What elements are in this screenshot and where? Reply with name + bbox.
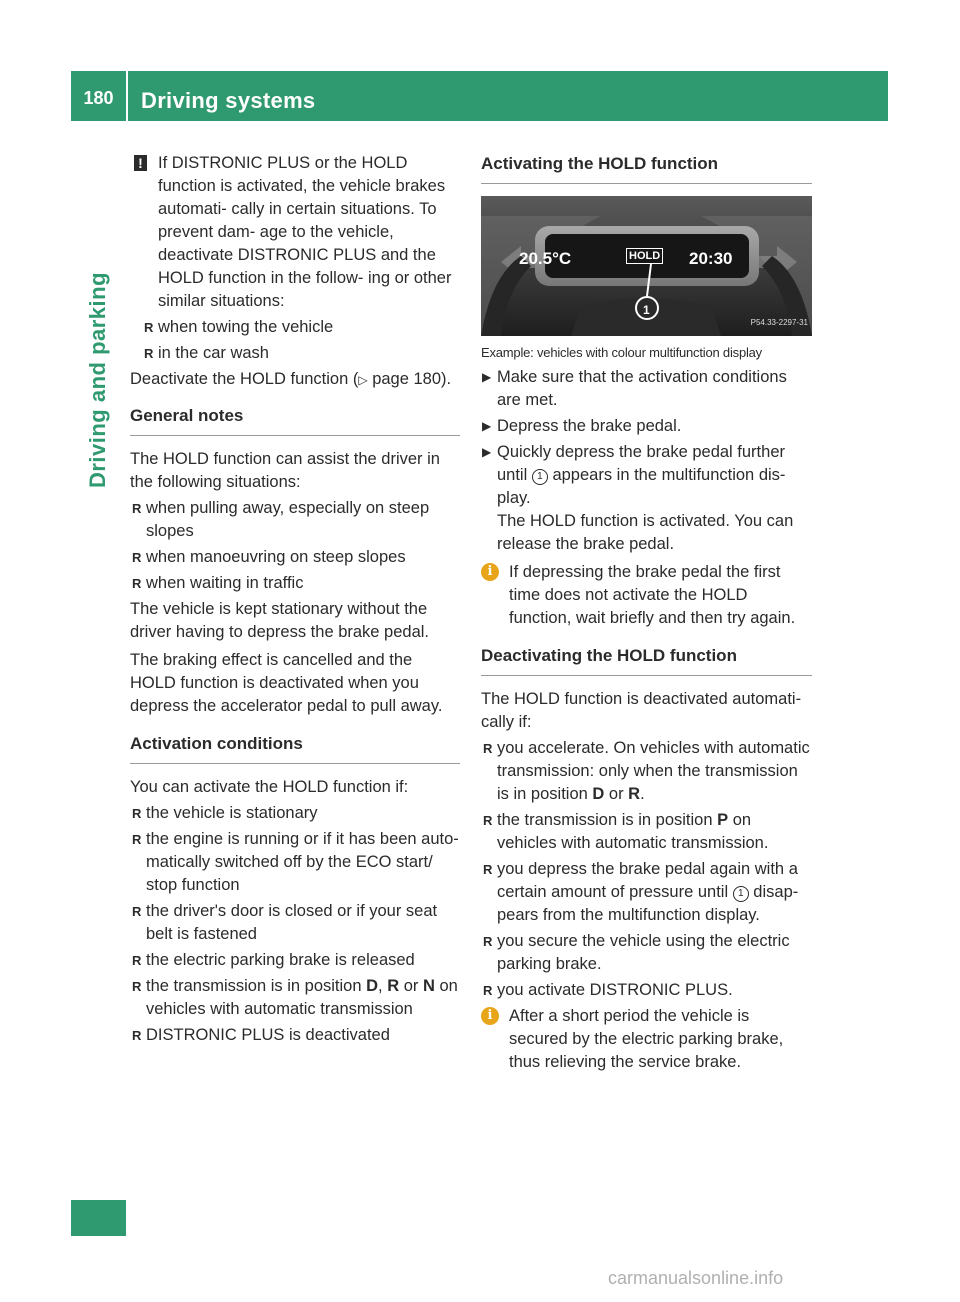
activation-intro: You can activate the HOLD function if: — [130, 778, 409, 796]
callout-icon: 1 — [532, 469, 548, 485]
list-item: R DISTRONIC PLUS is deactivated — [130, 1024, 460, 1047]
warning-icon: ! — [134, 155, 147, 171]
list-item: R when waiting in traffic — [130, 572, 460, 595]
bullet-icon: R — [483, 934, 493, 949]
display-time: 20:30 — [689, 249, 733, 268]
left-column — [130, 152, 460, 1050]
bullet-icon: R — [483, 983, 493, 998]
list-item: R the electric parking brake is released — [130, 949, 460, 972]
activation-list — [130, 802, 460, 1047]
chapter-marker — [71, 1200, 126, 1236]
list-item: R you activate DISTRONIC PLUS. — [481, 979, 812, 1002]
step-result: The HOLD function is activated. You can release the brake pedal. — [497, 512, 794, 553]
figure-caption: Example: vehicles with colour multifunction display — [481, 345, 762, 360]
list-item: R the vehicle is stationary — [130, 802, 460, 825]
bullet-icon: R — [483, 862, 493, 877]
chapter-side-tab: Driving and parking — [85, 271, 110, 489]
header-divider — [126, 71, 128, 121]
list-item: R the driver's door is closed or if your seat belt is fastened — [132, 902, 438, 943]
page-ref-arrow-icon: ▷ — [358, 373, 368, 387]
bullet-icon: R — [132, 904, 142, 919]
warning-note — [130, 152, 460, 313]
bullet-icon: R — [132, 501, 142, 516]
section-title: Driving systems — [141, 88, 316, 113]
figure-code: P54.33-2297-31 — [750, 318, 808, 327]
list-item: R the transmission is in position P on vehicles with automatic transmission. — [483, 811, 769, 852]
list-item: R when towing the vehicle — [142, 316, 460, 339]
general-intro: The HOLD function can assist the driver in the following situations: — [130, 450, 440, 491]
deactivating-intro: The HOLD function is deactivated automati- cally if: — [481, 690, 802, 731]
step-arrow-icon: ▶ — [482, 419, 492, 433]
bullet-icon: R — [132, 979, 142, 994]
braking-paragraph: The braking effect is cancelled and the HOLD function is deactivated when you depress the accelerator pedal to pull away. — [130, 651, 443, 715]
bullet-icon: R — [144, 346, 154, 361]
list-item: R in the car wash — [142, 342, 460, 365]
step-arrow-icon: ▶ — [482, 445, 492, 459]
list-item: R you secure the vehicle using the electric parking brake. — [483, 932, 790, 973]
warning-list — [130, 316, 460, 365]
list-item: R you accelerate. On vehicles with automatic transmission: only when the transmission is in position D or R. — [483, 739, 810, 803]
info-icon: i — [481, 1007, 499, 1025]
list-item: R when pulling away, especially on steep slopes — [132, 499, 430, 540]
bullet-icon: R — [483, 741, 493, 756]
activating-heading: Activating the HOLD function — [481, 152, 812, 184]
bullet-icon: R — [132, 953, 142, 968]
bullet-icon: R — [132, 806, 142, 821]
bullet-icon: R — [132, 832, 142, 847]
display-hold-indicator: HOLD — [626, 248, 663, 264]
deactivating-heading: Deactivating the HOLD function — [481, 644, 812, 676]
bullet-icon: R — [132, 1028, 142, 1043]
list-item: ▶ Quickly depress the brake pedal further until 1 appears in the multifunction dis- play. — [482, 443, 786, 507]
watermark: carmanualsonline.info — [608, 1268, 784, 1288]
warning-text: If DISTRONIC PLUS or the HOLD function is activated, the vehicle brakes automati- cally in certain situations. To prevent dam- age to the vehicle, deactivate DISTRONIC PLUS and the HOLD function in the follow- ing or other similar situations: — [158, 154, 452, 310]
list-item: R the transmission is in position D, R or N on vehicles with automatic transmission — [132, 977, 458, 1018]
display-temperature: 20.5°C — [519, 249, 572, 268]
info-note: i After a short period the vehicle is secured by the electric parking brake, thus relieving the service brake. — [481, 1005, 812, 1074]
page-number: 180 — [83, 88, 114, 108]
info-icon: i — [481, 563, 499, 581]
right-column — [481, 152, 812, 1074]
deactivating-list — [481, 737, 812, 1002]
bullet-icon: R — [132, 576, 142, 591]
activation-steps — [481, 366, 812, 510]
callout-number: 1 — [643, 303, 650, 317]
callout-icon: 1 — [733, 886, 749, 902]
bullet-icon: R — [144, 320, 154, 335]
multifunction-display-figure — [481, 196, 812, 336]
list-item: R you depress the brake pedal again with a certain amount of pressure until 1 disap- pears from the multifunction display. — [483, 860, 799, 924]
info-note: i If depressing the brake pedal the first time does not activate the HOLD function, wait briefly and then try again. — [481, 561, 812, 630]
list-item: R the engine is running or if it has been auto- matically switched off by the ECO start/ stop function — [132, 830, 459, 894]
general-notes-heading: General notes — [130, 404, 460, 436]
activation-heading: Activation conditions — [130, 732, 460, 764]
bullet-icon: R — [132, 550, 142, 565]
list-item: ▶ Depress the brake pedal. — [481, 415, 812, 438]
list-item: R when manoeuvring on steep slopes — [130, 546, 460, 569]
list-item: ▶ Make sure that the activation conditions are met. — [482, 368, 787, 409]
deactivate-paragraph: Deactivate the HOLD function (▷ page 180). — [130, 370, 452, 388]
stationary-paragraph: The vehicle is kept stationary without the driver having to depress the brake pedal. — [130, 600, 430, 641]
step-arrow-icon: ▶ — [482, 370, 492, 384]
bullet-icon: R — [483, 813, 493, 828]
general-list — [130, 497, 460, 595]
page-reference-link[interactable]: page 180). — [372, 370, 452, 388]
